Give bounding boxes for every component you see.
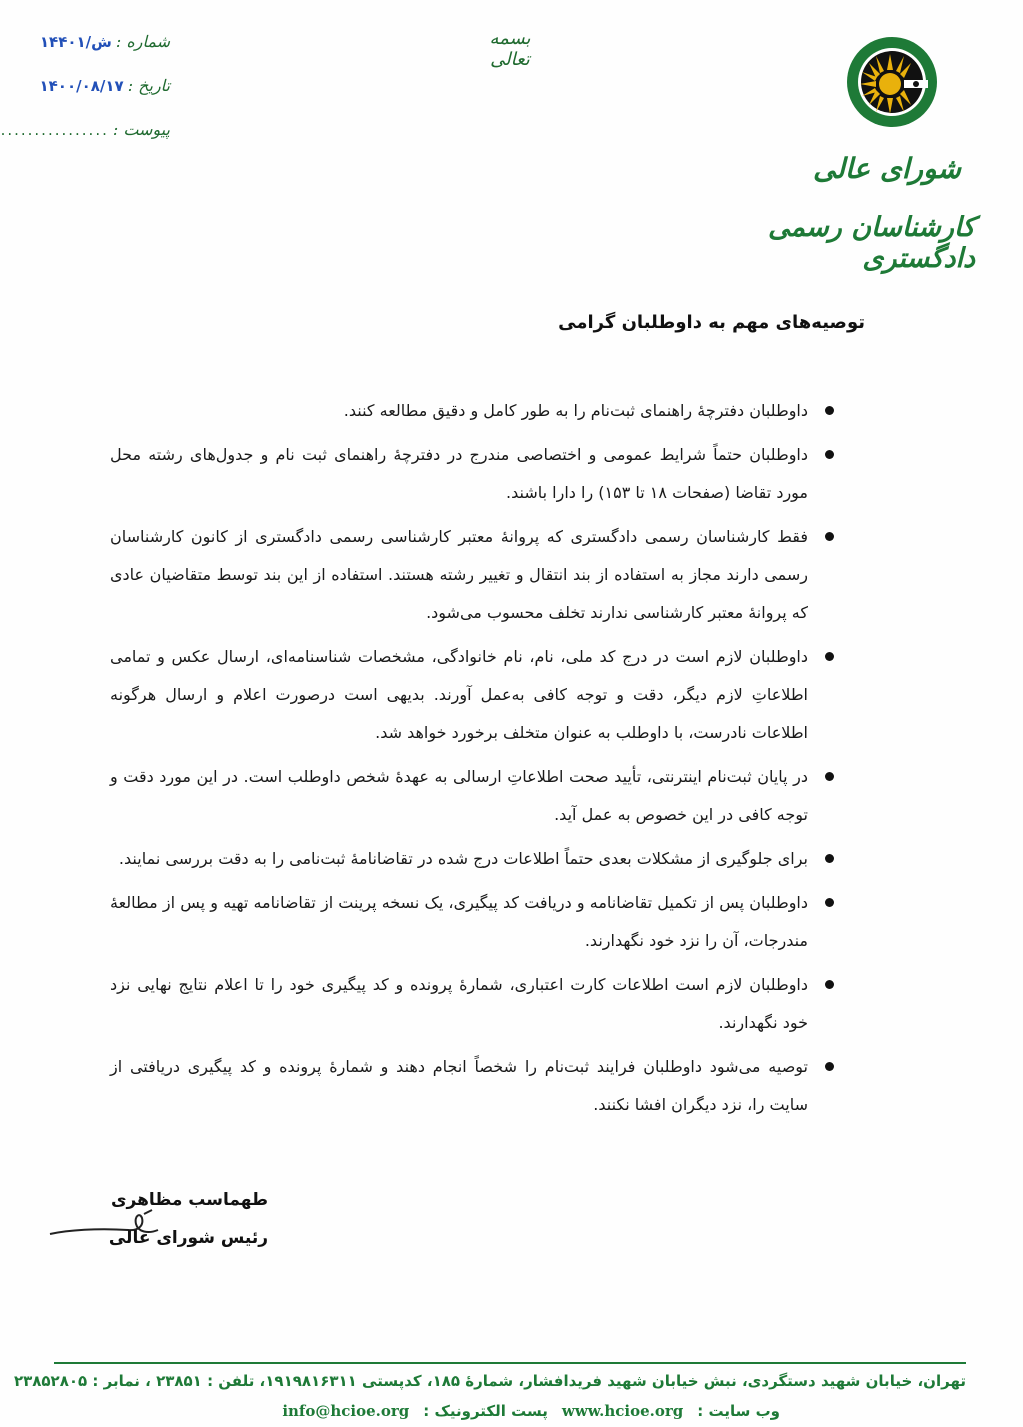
- signatory-title: رئیس شورای عالی: [108, 1228, 268, 1248]
- letter-date-label: تاریخ :: [127, 76, 170, 95]
- bullet-icon: [825, 980, 834, 989]
- letter-number-row: [20, 32, 170, 76]
- email-label: پست الکترونیک :: [423, 1402, 548, 1420]
- website-link[interactable]: www.hcioe.org: [561, 1402, 684, 1420]
- letter-date-value: ۱۴۰۰/۰۸/۱۷: [39, 77, 124, 95]
- letter-attachment-value: ................: [0, 121, 109, 139]
- list-item: [110, 966, 840, 1042]
- list-item-text: توصیه می‌شود داوطلبان فرایند ثبت‌نام را شخصاً انجام دهند و شمارۀ پرونده و کد پیگیری دریافتی از سایت را، نزد دیگران افشا نکنند.: [110, 1057, 808, 1114]
- bullet-icon: [825, 532, 834, 541]
- list-item: [110, 638, 840, 752]
- document-title: توصیه‌های مهم به داوطلبان گرامی: [558, 312, 865, 333]
- list-item-text: داوطلبان حتماً شرایط عمومی و اختصاصی مندرج در دفترچۀ راهنمای ثبت نام و جدول‌های رشته محل مورد تقاضا (صفحات ۱۸ تا ۱۵۳) را دارا باشند.: [110, 445, 808, 502]
- bullet-icon: [825, 898, 834, 907]
- letter-meta: [0, 32, 170, 164]
- list-item-text: داوطلبان دفترچۀ راهنمای ثبت‌نام را به طور کامل و دقیق مطالعه کنند.: [343, 401, 808, 420]
- letter-date-row: [20, 76, 170, 120]
- list-item: [110, 840, 840, 878]
- invocation-text: بسمه تعالی: [489, 28, 531, 70]
- recommendations-list: [110, 392, 840, 1130]
- list-item-text: فقط کارشناسان رسمی دادگستری که پروانۀ معتبر کارشناسی رسمی دادگستری از کانون کارشناسان رسمی دارند مجاز به استفاده از بند انتقال و تغییر رشته هستند. استفاده از این بند توسط متقاضیان عادی که پروانۀ معتبر کارشناسی ندارند تخلف محسوب می‌شود.: [110, 527, 808, 622]
- organization-name-line2: کارشناسان رسمی دادگستری: [768, 212, 975, 274]
- website-label: وب سایت :: [697, 1402, 780, 1420]
- footer-divider: [54, 1362, 966, 1364]
- signature-block: [48, 1186, 268, 1266]
- bullet-icon: [825, 772, 834, 781]
- list-item: [110, 884, 840, 960]
- list-item-text: داوطلبان لازم است در درج کد ملی، نام، نام خانوادگی، مشخصات شناسنامه‌ای، ارسال عکس و تمامی اطلاعاتِ لازم دیگر، دقت و توجه کافی به‌عمل آورند. بدیهی است درصورت اعلام و ارسال هرگونه اطلاعات نادرست، با داوطلب به عنوان متخلف برخورد خواهد شد.: [110, 647, 808, 742]
- letter-number-label: شماره :: [115, 32, 170, 51]
- footer-contact: [260, 1402, 780, 1420]
- letter-attachment-row: [0, 120, 170, 164]
- bullet-icon: [825, 652, 834, 661]
- list-item: [110, 758, 840, 834]
- letter-attachment-label: پیوست :: [112, 120, 170, 139]
- bullet-icon: [825, 450, 834, 459]
- email-link[interactable]: info@hcioe.org: [282, 1402, 410, 1420]
- list-item: [110, 518, 840, 632]
- bullet-icon: [825, 406, 834, 415]
- list-item: [110, 436, 840, 512]
- list-item: [110, 392, 840, 430]
- list-item-text: برای جلوگیری از مشکلات بعدی حتماً اطلاعات درج شده در تقاضانامۀ ثبت‌نامی را به دقت بررسی نمایند.: [118, 849, 808, 868]
- list-item-text: داوطلبان لازم است اطلاعات کارت اعتباری، شمارۀ پرونده و کد پیگیری خود را تا اعلام نتایج نهایی نزد خود نگهدارند.: [110, 975, 808, 1032]
- letter-number-value: ۱۴۴۰۱/ش: [39, 33, 112, 51]
- list-item-text: داوطلبان پس از تکمیل تقاضانامه و دریافت کد پیگیری، یک نسخه پرینت از تقاضانامه تهیه و پس از مطالعۀ مندرجات، آن را نزد خود نگهدارند.: [110, 893, 808, 950]
- footer-address: تهران، خیابان شهید دستگردی، نبش خیابان شهید فریدافشار، شمارۀ ۱۸۵، کدپستی ۱۹۱۹۸۱۶۳۱۱، تلفن : ۲۳۸۵۱ ، نمابر : ۲۳۸۵۲۸۰۵: [13, 1372, 966, 1390]
- list-item: [110, 1048, 840, 1124]
- signatory-name: طهماسب مظاهری: [110, 1190, 268, 1210]
- list-item-text: در پایان ثبت‌نام اینترنتی، تأیید صحت اطلاعاتِ ارسالی به عهدۀ شخص داوطلب است. در این مورد دقت و توجه کافی در این خصوص به عمل آید.: [110, 767, 808, 824]
- organization-name-line1: شورای عالی: [813, 152, 961, 185]
- bullet-icon: [825, 1062, 834, 1071]
- bullet-icon: [825, 854, 834, 863]
- sun-emblem-icon: [846, 36, 938, 128]
